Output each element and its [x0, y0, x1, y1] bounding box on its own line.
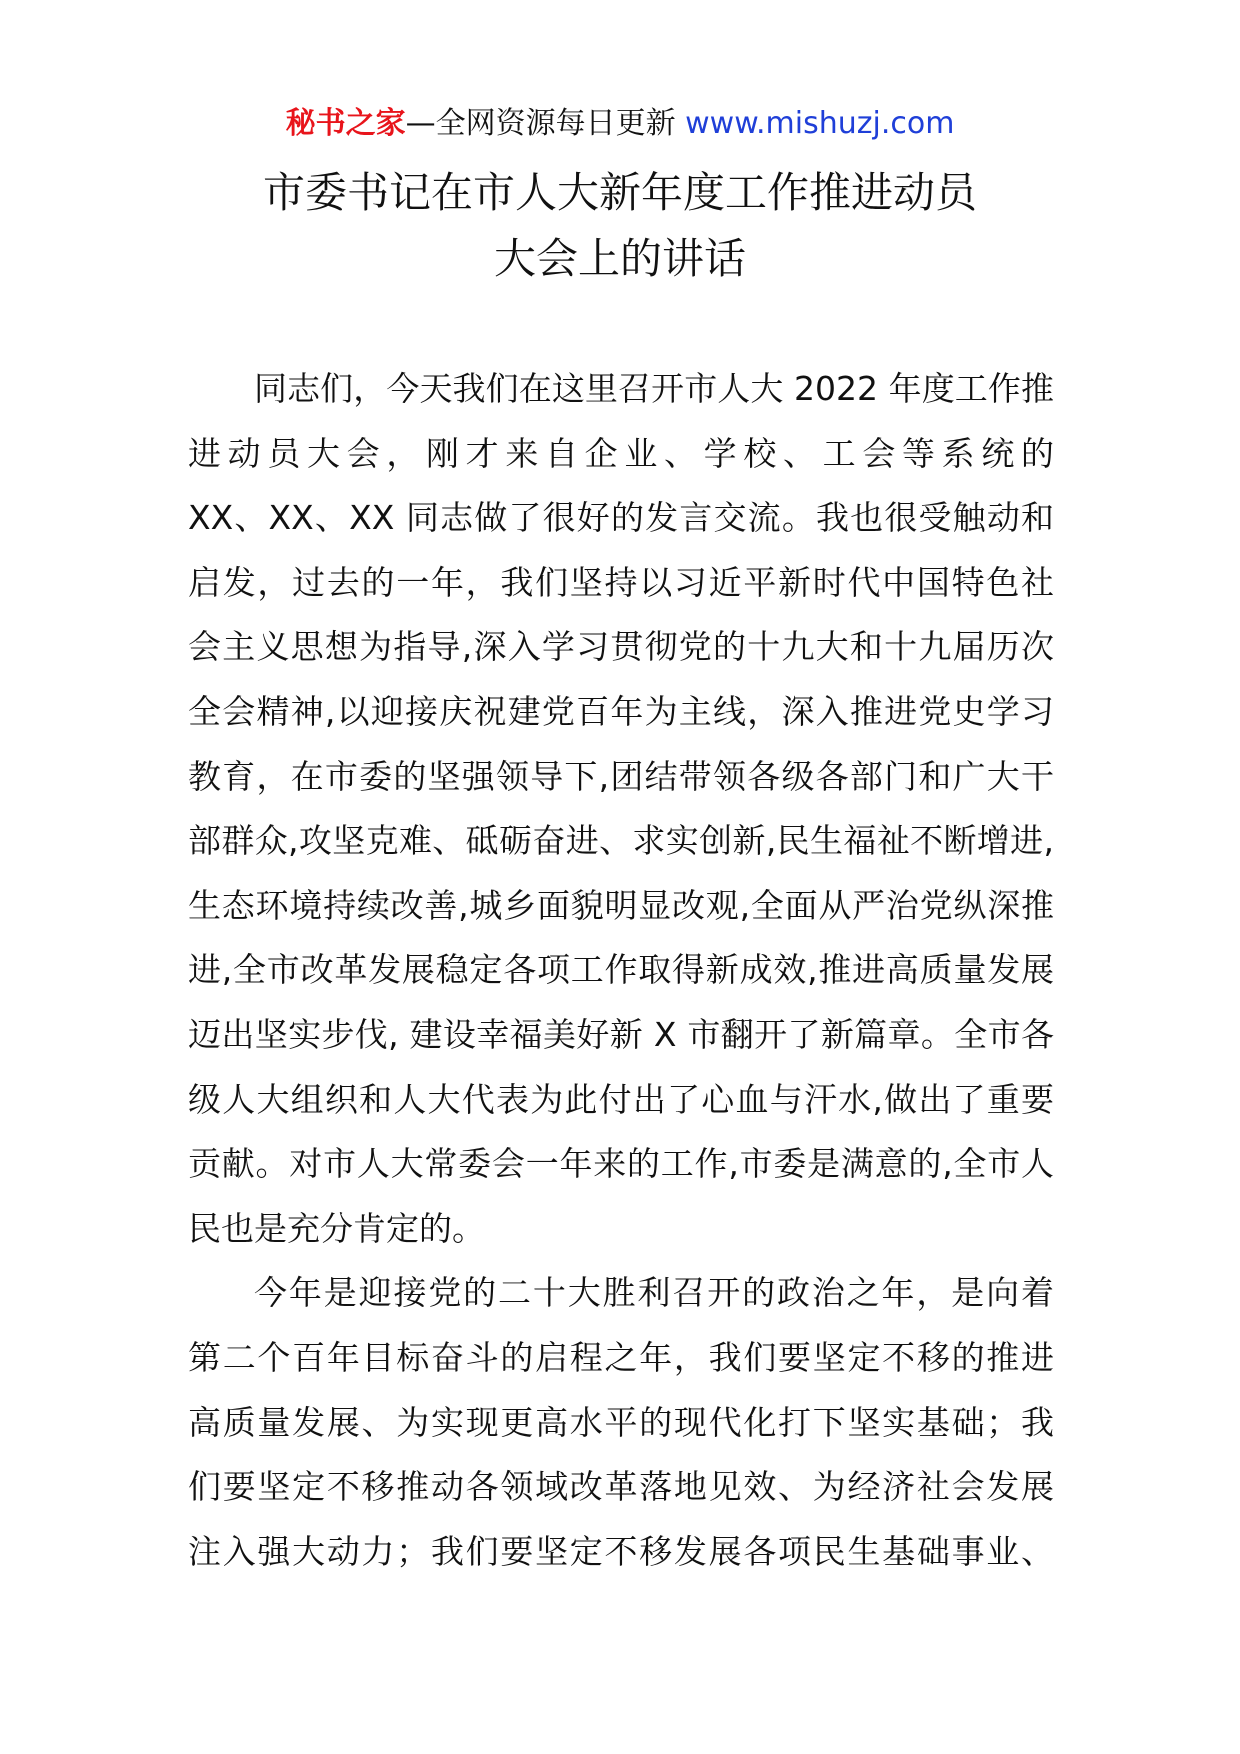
text-line: 教育，在市委的坚强领导下,团结带领各级各部门和广大干	[188, 756, 1054, 796]
title-line: 大会上的讲话	[493, 234, 746, 283]
text-line: 注入强大动力；我们要坚定不移发展各项民生基础事业、	[188, 1531, 1054, 1571]
brand-name: 秘书之家	[285, 106, 406, 141]
text-line: 进动员大会，刚才来自企业、学校、工会等系统的	[188, 433, 1054, 473]
site-url[interactable]: www.mishuzj.com	[685, 106, 955, 141]
text-line: 高质量发展、为实现更高水平的现代化打下坚实基础；我	[188, 1402, 1054, 1442]
header-slogan: —全网资源每日更新	[405, 106, 676, 141]
text-line: 全会精神,以迎接庆祝建党百年为主线，深入推进党史学习	[188, 691, 1054, 731]
text-line: XX、XX、XX 同志做了很好的发言交流。我也很受触动和	[188, 498, 1054, 538]
text-line: 迈出坚实步伐, 建设幸福美好新 X 市翻开了新篇章。全市各	[188, 1014, 1054, 1054]
text-line: 同志们，今天我们在这里召开市人大 2022 年度工作推	[254, 369, 1054, 408]
text-line: 贡献。对市人大常委会一年来的工作,市委是满意的,全市人	[188, 1144, 1054, 1184]
text-line: 们要坚定不移推动各领域改革落地见效、为经济社会发展	[188, 1467, 1054, 1507]
text-line: 民也是充分肯定的。	[188, 1208, 485, 1248]
text-line: 级人大组织和人大代表为此付出了心血与汗水,做出了重要	[188, 1079, 1054, 1119]
paragraph	[188, 357, 1054, 1261]
document-title	[0, 160, 1240, 292]
text-line: 会主义思想为指导,深入学习贯彻党的十九大和十九届历次	[188, 627, 1054, 667]
text-line: 进,全市改革发展稳定各项工作取得新成效,推进高质量发展	[188, 950, 1054, 990]
site-header	[0, 104, 1240, 144]
paragraph	[188, 1261, 1054, 1584]
document-body	[188, 357, 1054, 1584]
text-line: 启发，过去的一年，我们坚持以习近平新时代中国特色社	[188, 562, 1054, 602]
text-line: 部群众,攻坚克难、砥砺奋进、求实创新,民生福祉不断增进,	[188, 821, 1054, 861]
title-line: 市委书记在市人大新年度工作推进动员	[262, 168, 977, 217]
text-line: 生态环境持续改善,城乡面貌明显改观,全面从严治党纵深推	[188, 885, 1054, 925]
text-line: 今年是迎接党的二十大胜利召开的政治之年，是向着	[254, 1273, 1054, 1313]
text-line: 第二个百年目标奋斗的启程之年，我们要坚定不移的推进	[188, 1337, 1054, 1377]
